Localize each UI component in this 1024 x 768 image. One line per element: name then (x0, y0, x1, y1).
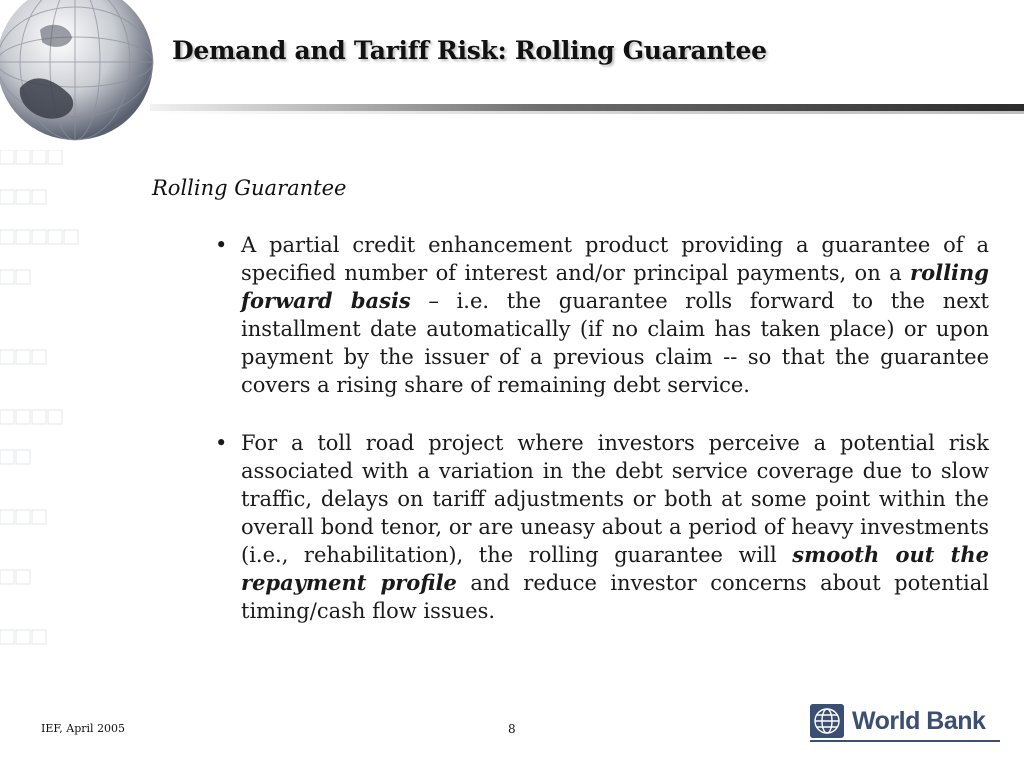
bullet-dot-icon: • (215, 233, 228, 257)
world-bank-globe-icon (810, 704, 844, 738)
slide-title: Demand and Tariff Risk: Rolling Guarantee (172, 36, 767, 65)
bullet-text-part: For a toll road project where investors perceive a potential risk associated with a variation in the debt service coverage due to slow traffic, delays on tariff adjustments or both at some point within the overall bond tenor, or are uneasy about a period of heavy investments (i.e., rehabilitation), the rolling guarantee will (241, 431, 989, 567)
logo-underline (810, 740, 1000, 742)
globe-graphic (0, 0, 160, 150)
background-grid-pattern (0, 150, 150, 750)
title-divider-shadow (150, 111, 1024, 114)
bullet-item (215, 231, 989, 399)
bullet-emphasis: rolling forward basis (241, 260, 989, 313)
title-divider (150, 104, 1024, 111)
footer-date: IEF, April 2005 (41, 722, 126, 735)
page-number: 8 (508, 722, 516, 736)
bullet-emphasis: smooth out the repayment profile (241, 542, 989, 595)
bullet-text (241, 231, 989, 399)
world-bank-logo (810, 704, 1000, 744)
world-bank-logo-text: World Bank (852, 707, 986, 735)
bullet-text (241, 429, 989, 625)
section-subheading: Rolling Guarantee (152, 176, 347, 200)
bullet-dot-icon: • (215, 431, 228, 455)
bullet-text-part: – i.e. the guarantee rolls forward to the next installment date automatically (if no claim has taken place) or upon payment by the issuer of a previous claim -- so that the guarantee covers a rising share of remaining debt service. (241, 289, 989, 397)
bullet-list (215, 231, 989, 655)
bullet-text-part: and reduce investor concerns about potential timing/cash flow issues. (241, 571, 989, 623)
bullet-item (215, 429, 989, 625)
bullet-text-part: A partial credit enhancement product providing a guarantee of a specified number of interest and/or principal payments, on a (241, 233, 989, 285)
